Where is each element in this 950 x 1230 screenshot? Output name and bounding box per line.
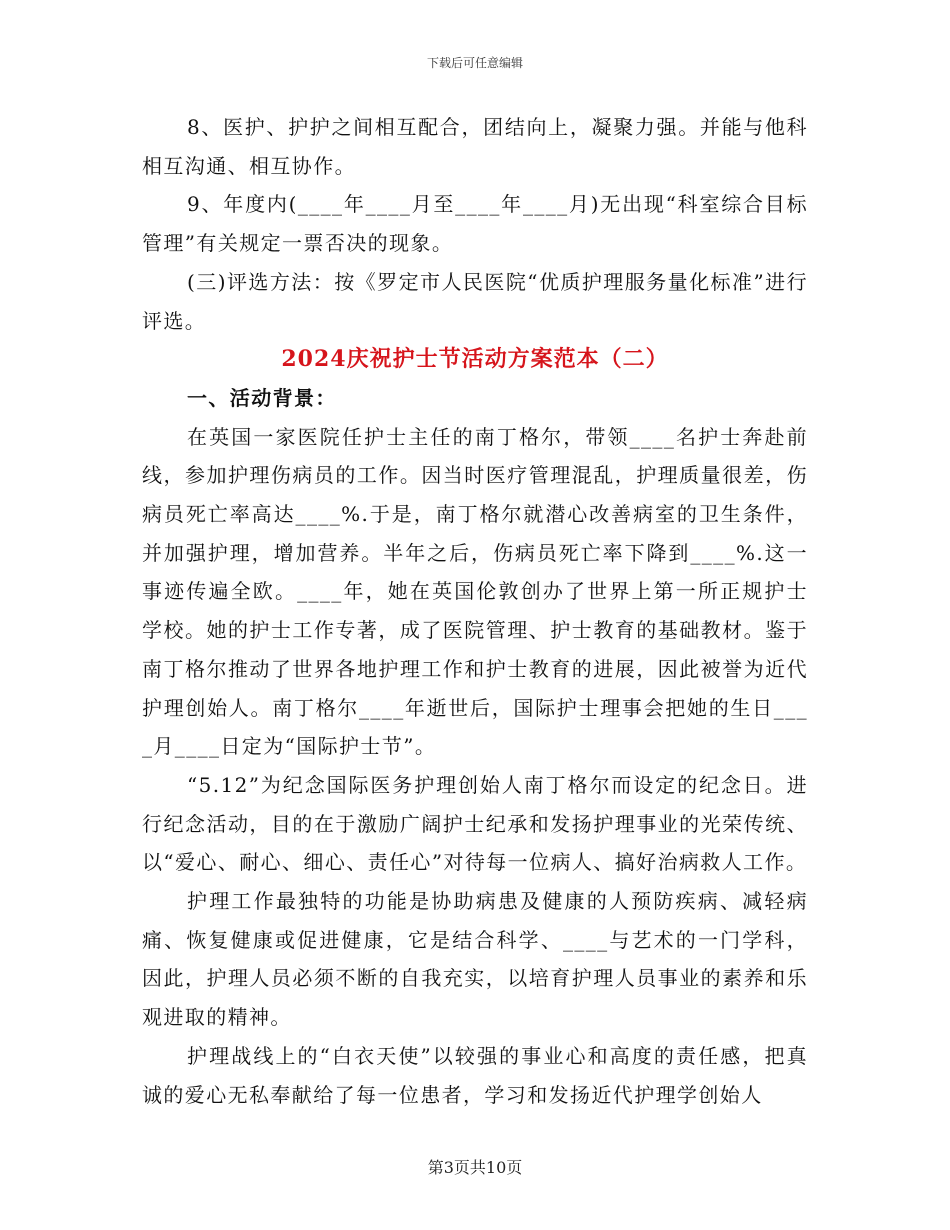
paragraph-white-angels: 护理战线上的“白衣天使”以较强的事业心和高度的责任感，把真诚的爱心无私奉献给了每一位患者，学习和发扬近代护理学创始人 [142,1043,808,1107]
paragraph-item-8: 8、医护、护护之间相互配合，团结向上，凝聚力强。并能与他科相互沟通、相互协作。 [142,115,808,178]
paragraph-nursing-function: 护理工作最独特的功能是协助病患及健康的人预防疾病、减轻病痛、恢复健康或促进健康，它是结合科学、____与艺术的一门学科，因此，护理人员必须不断的自我充实，以培育护理人员事业的素养和乐观进取的精神。 [142,889,808,1030]
section-title: 2024庆祝护士节活动方案范本（二） [281,346,669,373]
page-header: 下载后可任意编辑 [426,56,523,70]
paragraph-selection-method: (三)评选方法：按《罗定市人民医院“优质护理服务量化标准”进行评选。 [142,269,808,333]
document-body [142,108,808,1114]
page-number: 第3页共10页 [427,1158,523,1177]
section-heading-background: 一、活动背景： [187,385,337,410]
paragraph-nightingale: 在英国一家医院任护士主任的南丁格尔，带领____名护士奔赴前线，参加护理伤病员的工作。因当时医疗管理混乱，护理质量很差，伤病员死亡率高达____%.于是，南丁格尔就潜心改善病室的卫生条件，并加强护理，增加营养。半年之后，伤病员死亡率下降到____%.这一事迹传遍全欧。____年，她在英国伦敦创办了世界上第一所正规护士学校。她的护士工作专著，成了医院管理、护士教育的基础教材。鉴于南丁格尔推动了世界各地护理工作和护士教育的进展，因此被誉为近代护理创始人。南丁格尔____年逝世后，国际护士理事会把她的生日____月____日定为“国际护士节”。 [142,424,808,759]
paragraph-commemoration: “5.12”为纪念国际医务护理创始人南丁格尔而设定的纪念日。进行纪念活动，目的在于激励广阔护士纪承和发扬护理事业的光荣传统、以“爱心、耐心、细心、责任心”对待每一位病人、搞好治病救人工作。 [142,772,808,875]
paragraph-item-9: 9、年度内(____年____月至____年____月)无出现“科室综合目标管理”有关规定一票否决的现象。 [142,192,808,256]
